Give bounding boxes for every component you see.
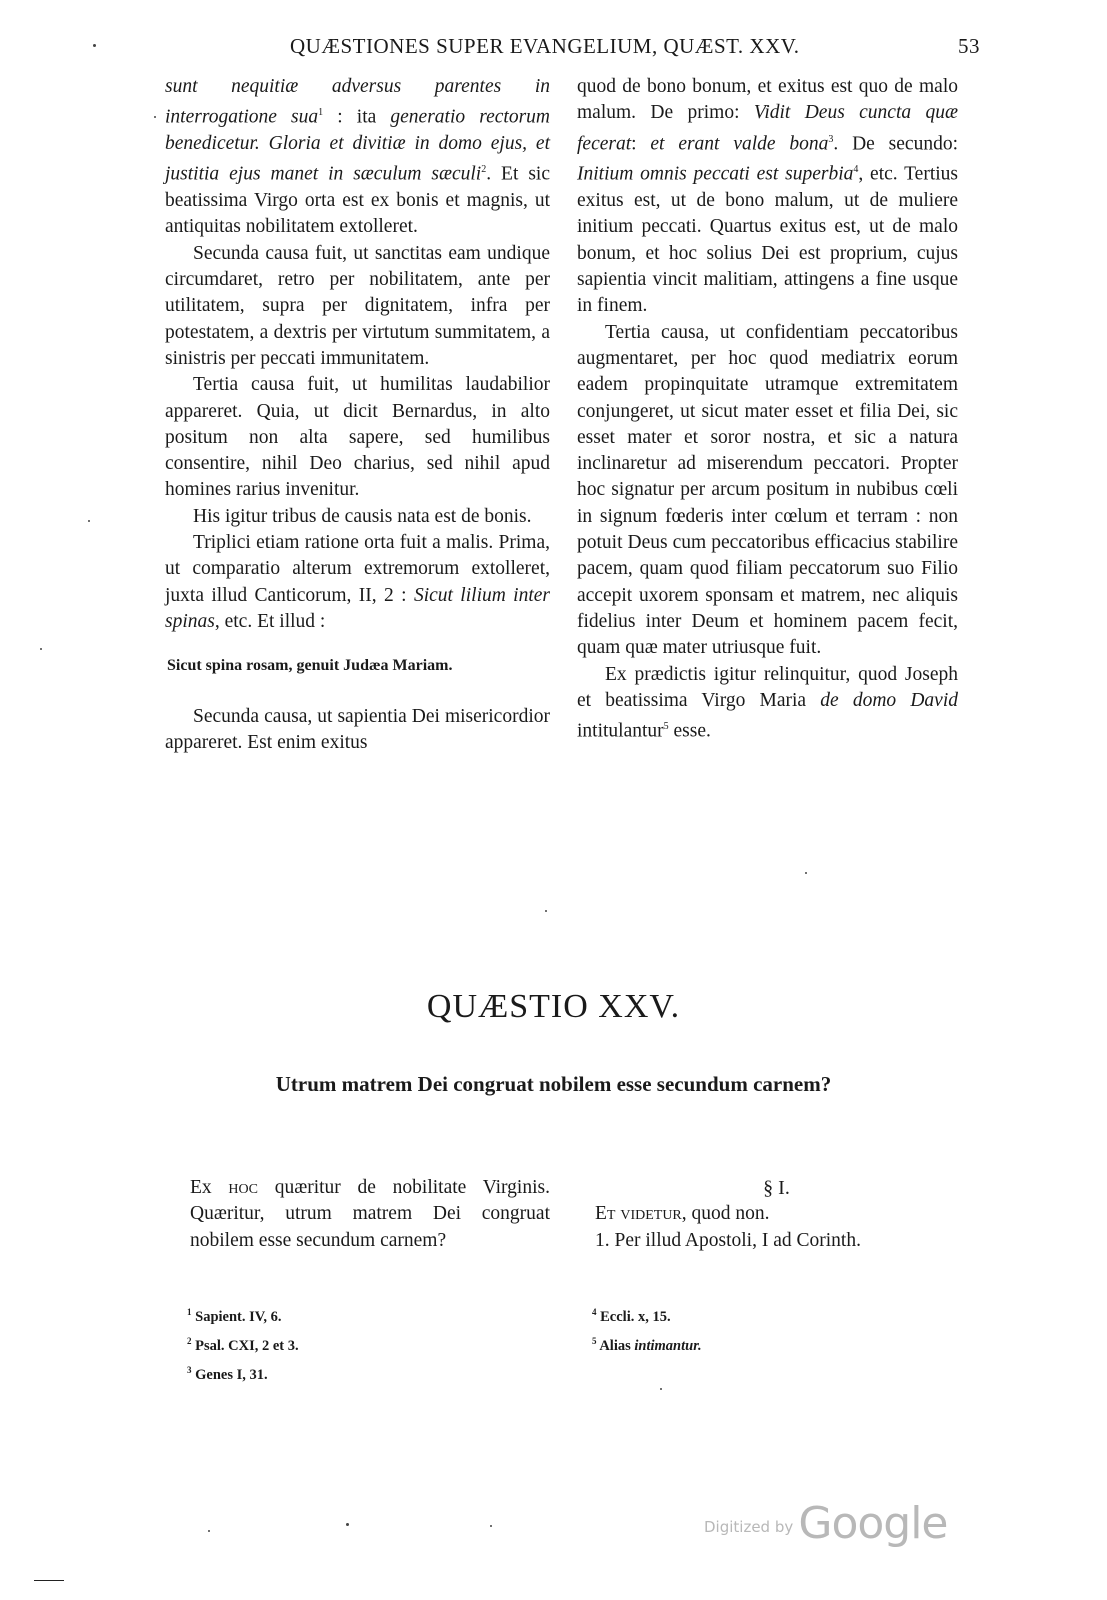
footnote-mark: 2 — [187, 1335, 192, 1346]
left-paragraph-1 — [165, 74, 550, 241]
scan-speck — [93, 44, 96, 47]
footnote-text: Genes I, 31. — [195, 1366, 268, 1383]
text-run: Ex — [190, 1177, 229, 1198]
roman-numeral: II — [358, 584, 372, 606]
footnote-1 — [187, 1300, 487, 1329]
footnote-mark: 5 — [592, 1335, 597, 1346]
lower-right-line-2: 1. Per illud Apostoli, I ad Corinth. — [595, 1229, 861, 1251]
verse-quote: Sicut spina rosam, genuit Judæa Mariam. — [167, 657, 453, 675]
digitized-watermark — [704, 1498, 948, 1549]
text-run: , quod non. — [681, 1203, 770, 1225]
scan-mark — [34, 1580, 64, 1581]
left-paragraph-3: Tertia causa fuit, ut humilitas laudabilior appareret. Quia, ut dicit Bernardus, in alto positum non alta sapere, sed humilibus consentire, nihil Deo charius, sed nihil apud homines rarius invenitur. — [165, 374, 550, 501]
italic-text: sunt nequitiæ adversus parentes in interrogatione sua — [165, 76, 550, 128]
italic-text: Initium omnis peccati est superbia — [577, 163, 854, 185]
text-run: : ita — [323, 106, 391, 128]
left-paragraph-5 — [165, 530, 550, 635]
footnote-5 — [592, 1329, 892, 1358]
italic-text: Vidit Deus cuncta quæ fecerat — [577, 102, 958, 155]
small-caps-text: hoc — [228, 1177, 258, 1198]
text-run: , etc. Et illud : — [214, 610, 326, 632]
left-paragraph-2: Secunda causa fuit, ut sanctitas eam undique circumdaret, retro per nobilitatem, ante per utilitatem, supra per dignitatem, infra per potestatem, a dextris per virtutum summitatem, a sinistris per peccati immunitatem. — [165, 242, 550, 369]
scan-speck — [346, 1523, 349, 1526]
text-run: Triplici etiam ratione orta fuit a malis. Prima, ut comparatio alterum extremorum extolleret, juxta illud Canticorum, — [165, 532, 550, 606]
italic-text: Sicut lilium inter spinas — [165, 584, 551, 632]
text-run: quæritur de nobilitate Virginis. Quæritur, utrum matrem Dei congruat nobilem esse secundum carnem? — [190, 1177, 550, 1251]
footnote-ref: 4 — [853, 164, 859, 176]
footnote-text: Sapient. IV, 6. — [195, 1308, 282, 1325]
right-paragraph-3 — [577, 662, 958, 745]
header-title: QUÆSTIONES SUPER EVANGELIUM, QUÆST. XXV. — [290, 34, 800, 58]
text-run: , etc. Tertius exitus est, ut de bono malum, ut de muliere initium peccati. Quartus exitus est, ut de malo bonum, et hoc solius Dei est proprium, cujus sapientia vincit malitiam, attingens a fine usque in finem. — [577, 163, 958, 317]
lower-left-paragraph — [190, 1175, 550, 1254]
question-title: QUÆSTIO XXV. — [426, 988, 681, 1025]
footnote-mark: 4 — [592, 1307, 597, 1317]
footnotes-left — [187, 1300, 487, 1386]
footnote-text: Eccli. x, 15. — [600, 1308, 671, 1325]
left-paragraph-6: Secunda causa, ut sapientia Dei misericordior appareret. Est enim exitus — [165, 705, 550, 753]
text-run: quod de bono bonum, et exitus est quo de malo malum. De primo: — [577, 76, 958, 124]
footnote-mark: 3 — [187, 1364, 192, 1375]
footnote-4 — [592, 1300, 892, 1329]
footnote-italic-text: intimantur. — [634, 1337, 702, 1354]
left-paragraph-4: His igitur tribus de causis nata est de bonis. — [193, 505, 532, 527]
lower-right-column — [595, 1175, 958, 1254]
footnote-mark: 1 — [187, 1307, 192, 1317]
text-run: intitulantur — [577, 720, 664, 742]
scan-speck — [490, 1525, 492, 1527]
text-run: , 2 : — [371, 584, 414, 606]
scan-speck — [805, 872, 807, 874]
footnote-2 — [187, 1329, 487, 1358]
scan-speck — [154, 116, 156, 118]
footnote-text: Psal. CXI, 2 et 3. — [195, 1337, 299, 1354]
left-column — [165, 74, 550, 756]
italic-text: de domo David — [820, 689, 958, 711]
scan-speck — [40, 648, 42, 650]
footnote-ref: 3 — [828, 133, 834, 145]
scan-speck — [88, 520, 90, 522]
lower-left-column — [190, 1175, 550, 1254]
running-header — [290, 34, 980, 59]
footnote-ref: 2 — [481, 164, 487, 176]
scan-speck — [660, 1388, 662, 1390]
text-run: Ex prædictis igitur relinquitur, quod Joseph et beatissima Virgo Maria — [577, 663, 958, 711]
google-logo: Google — [798, 1498, 948, 1549]
text-run: esse. — [668, 720, 711, 742]
page-number: 53 — [958, 34, 980, 58]
scan-speck — [545, 910, 547, 912]
small-caps-text: Et videtur — [595, 1203, 682, 1225]
right-column — [577, 74, 958, 745]
footnote-ref: 5 — [663, 721, 669, 733]
footnote-text: Alias — [599, 1337, 635, 1354]
text-run: . Et sic beatissima Virgo orta est ex bonis et magnis, ut antiquitas nobilitatem extolleret. — [165, 163, 550, 238]
italic-text: generatio rectorum benedicetur. Gloria et divitiæ in domo ejus, et justitia ejus manet in sæculum sæculi — [165, 106, 550, 185]
text-run: . De secundo: — [833, 133, 958, 155]
footnotes-right — [592, 1300, 892, 1358]
right-paragraph-2: Tertia causa, ut confidentiam peccatoribus augmentaret, per hoc quod mediatrix eorum eadem propinquitate utramque extremitatem conjungeret, ut sicut mater esset et filia Dei, sic esset mater et soror nostra, et sic a natura inclinaretur ad miserendum peccatori. Propter hoc signatur per arcum positum in nubibus cœli in signum fœderis inter cœlum et terram : non potuit Deus cum peccatoribus efficacius stabilire pacem, quam quod filiam peccatorum suo Filio accepit uxorem sponsam et matrem, nec aliquis fidelius inter Deum et hominem pacem fecit, quam quæ mater utriusque fuit. — [577, 321, 958, 659]
scan-speck — [208, 1530, 210, 1532]
right-paragraph-1 — [577, 74, 958, 320]
question-subtitle: Utrum matrem Dei congruat nobilem esse secundum carnem? — [275, 1072, 832, 1096]
footnote-ref: 1 — [318, 107, 324, 119]
italic-text: et erant valde bona — [650, 133, 829, 155]
text-run: : — [631, 133, 651, 155]
lower-right-line-1 — [595, 1201, 958, 1227]
watermark-prefix: Digitized by — [704, 1518, 794, 1536]
section-mark: § I. — [763, 1177, 790, 1199]
footnote-3 — [187, 1358, 487, 1387]
